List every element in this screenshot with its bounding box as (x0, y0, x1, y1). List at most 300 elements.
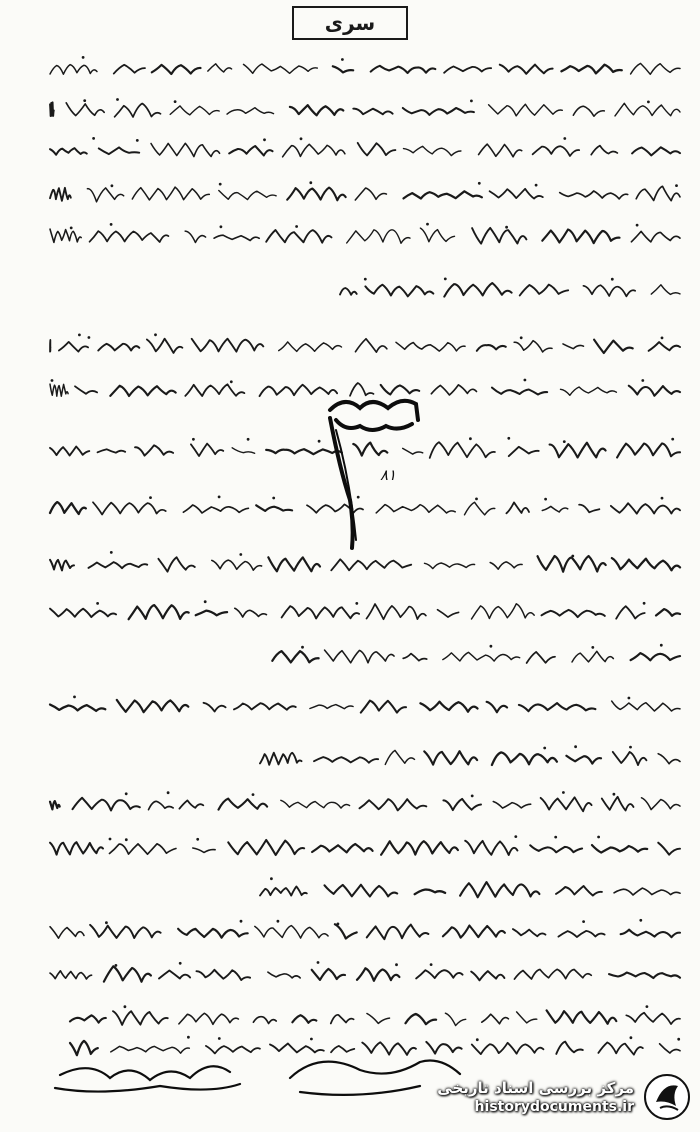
handwriting-stroke (542, 610, 605, 617)
handwriting-stroke (651, 285, 680, 295)
handwriting-stroke (541, 797, 592, 811)
handwriting-stroke (90, 925, 161, 938)
handwriting-stroke (196, 611, 227, 616)
handwriting-dot (239, 553, 242, 556)
handwriting-dot (636, 224, 639, 227)
handwriting-stroke (208, 64, 232, 72)
handwriting-stroke (527, 652, 555, 663)
handwriting-stroke (129, 605, 189, 619)
handwriting-dot (524, 379, 527, 382)
handwriting-stroke (612, 558, 680, 570)
handwriting-dot (88, 336, 91, 339)
handwriting-stroke (547, 1010, 617, 1023)
signature-area (55, 1061, 460, 1095)
handwriting-stroke (132, 187, 209, 200)
handwriting-stroke (325, 650, 395, 663)
handwriting-stroke (115, 104, 161, 118)
handwriting-stroke (50, 447, 89, 456)
handwriting-stroke (489, 104, 563, 116)
handwriting-stroke (365, 285, 433, 297)
handwriting-stroke (520, 285, 569, 296)
handwriting-dot (613, 793, 616, 796)
handwriting-stroke (631, 231, 680, 242)
handwriting-stroke (477, 345, 506, 351)
handwriting-stroke (50, 65, 97, 75)
watermark-url: historydocuments.ir (474, 1099, 634, 1115)
handwriting-dot (661, 337, 664, 340)
handwriting-stroke (335, 924, 357, 938)
handwriting-stroke (235, 608, 267, 617)
handwriting-stroke (660, 1044, 680, 1053)
handwriting-dot (641, 379, 644, 382)
handwriting-stroke (219, 799, 268, 810)
handwriting-stroke (50, 229, 81, 242)
handwriting-stroke (632, 147, 680, 155)
handwriting-stroke (602, 797, 634, 811)
handwriting-stroke (533, 146, 580, 156)
handwriting-stroke (479, 144, 522, 157)
handwriting-stroke (353, 443, 387, 456)
handwriting-dot (535, 184, 538, 187)
handwriting-stroke (270, 1044, 324, 1053)
handwriting-stroke (50, 609, 116, 618)
handwriting-stroke (113, 1011, 168, 1025)
handwriting-stroke (617, 443, 680, 457)
handwriting-stroke (492, 752, 557, 765)
handwriting-stroke (179, 1013, 239, 1024)
handwriting-dot (563, 137, 566, 140)
handwriting-stroke (492, 388, 547, 395)
handwriting-dot (630, 1036, 633, 1039)
handwriting-stroke (550, 443, 606, 458)
handwriting-stroke (361, 701, 406, 713)
handwriting-stroke (472, 1043, 544, 1054)
handwriting-dot (469, 437, 472, 440)
handwriting-stroke (310, 705, 353, 709)
handwriting-dot (192, 438, 195, 441)
handwriting-dot (470, 100, 473, 103)
handwriting-dot (591, 646, 594, 649)
handwriting-stroke (612, 701, 680, 711)
handwriting-stroke (212, 560, 262, 570)
handwriting-stroke (283, 144, 345, 157)
handwriting-stroke (281, 800, 350, 808)
handwriting-dot (337, 923, 340, 926)
handwriting-dot (629, 746, 632, 749)
handwriting-stroke (367, 604, 426, 619)
handwriting-dot (263, 138, 266, 141)
handwriting-dot (310, 1038, 313, 1041)
handwriting-dot (272, 497, 275, 500)
handwriting-stroke (197, 970, 251, 980)
handwriting-stroke (110, 386, 175, 396)
handwriting-dot (543, 747, 546, 750)
handwriting-stroke (266, 449, 342, 454)
handwriting-dot (490, 645, 493, 648)
handwriting-stroke (260, 887, 307, 896)
handwriting-dot (125, 792, 128, 795)
handwriting-dot (544, 498, 547, 501)
handwriting-stroke (572, 651, 613, 662)
handwriting-stroke (114, 65, 145, 74)
handwriting-stroke (420, 228, 454, 242)
handwriting-stroke (649, 342, 680, 351)
handwriting-dot (247, 438, 250, 441)
handwriting-dot (70, 227, 73, 230)
handwriting-stroke (415, 890, 445, 895)
margin-annotation-mark (330, 401, 418, 548)
handwriting-dot (317, 961, 320, 964)
margin-number: ۸۱ (380, 466, 397, 484)
handwriting-stroke (465, 502, 495, 515)
handwriting-stroke (93, 502, 166, 514)
archive-watermark (402, 1070, 692, 1124)
handwriting-stroke (538, 556, 606, 572)
handwriting-stroke (152, 65, 201, 74)
handwriting-stroke (347, 230, 410, 244)
handwriting-stroke (431, 385, 476, 395)
handwriting-dot (73, 696, 76, 699)
handwriting-stroke (642, 798, 681, 810)
handwriting-stroke (416, 970, 463, 978)
handwriting-dot (520, 336, 523, 339)
handwriting-stroke (656, 609, 680, 616)
handwriting-stroke (444, 66, 491, 72)
handwriting-dot (105, 921, 108, 924)
handwriting-stroke (583, 285, 635, 296)
handwriting-stroke (340, 288, 357, 295)
handwriting-dot (647, 101, 650, 104)
handwriting-stroke (509, 447, 539, 456)
handwriting-dot (83, 99, 86, 102)
handwriting-stroke (614, 888, 680, 895)
handwriting-stroke (615, 103, 680, 116)
handwriting-stroke (219, 191, 276, 200)
handwriting-stroke (358, 143, 396, 156)
handwriting-stroke (443, 799, 481, 810)
handwriting-stroke (279, 342, 342, 352)
handwriting-stroke (556, 886, 602, 896)
handwriting-stroke (50, 148, 87, 155)
handwriting-stroke (312, 969, 345, 980)
handwriting-stroke (179, 800, 203, 808)
handwriting-stroke (443, 926, 505, 938)
handwriting-stroke (227, 108, 273, 114)
handwriting-stroke (314, 757, 378, 763)
handwriting-stroke (287, 188, 346, 201)
handwriting-stroke (90, 231, 169, 242)
handwriting-dot (82, 56, 85, 59)
handwriting-stroke (404, 191, 482, 198)
classification-label: سری (324, 11, 376, 35)
handwriting-stroke (487, 702, 508, 713)
handwriting-dot (444, 278, 447, 281)
handwriting-dot (395, 963, 398, 966)
handwriting-stroke (229, 146, 272, 156)
handwriting-stroke (50, 927, 84, 939)
handwriting-stroke (445, 1013, 465, 1025)
handwriting-stroke (430, 442, 495, 458)
handwriting-stroke (594, 340, 633, 353)
handwriting-stroke (192, 339, 264, 352)
handwriting-stroke (98, 344, 139, 351)
handwriting-stroke (406, 1014, 437, 1024)
handwriting-dot (111, 184, 114, 187)
handwriting-stroke (331, 559, 411, 570)
handwriting-dot (252, 793, 255, 796)
handwriting-stroke (420, 702, 477, 712)
handwriting-stroke (59, 342, 88, 352)
handwriting-stroke (514, 341, 552, 352)
handwriting-dot (116, 98, 119, 101)
handwriting-stroke (255, 926, 328, 939)
handwriting-stroke (355, 188, 386, 200)
handwriting-stroke (282, 606, 360, 618)
handwriting-dot (187, 1036, 190, 1039)
handwriting-stroke (560, 191, 628, 199)
handwriting-stroke (266, 230, 331, 243)
handwriting-stroke (158, 557, 194, 571)
handwriting-stroke (70, 1041, 98, 1055)
handwriting-stroke (500, 65, 553, 74)
handwriting-dot (204, 600, 207, 603)
handwriting-stroke (234, 703, 296, 710)
handwriting-stroke (50, 560, 74, 571)
handwriting-stroke (151, 143, 220, 156)
handwriting-dot (51, 379, 54, 382)
handwriting-dot (149, 496, 152, 499)
handwriting-stroke (260, 385, 338, 396)
handwriting-dot (174, 100, 177, 103)
handwriting-stroke (362, 1042, 416, 1055)
handwriting-dot (514, 835, 517, 838)
handwriting-stroke (353, 109, 392, 115)
handwriting-stroke (185, 384, 244, 396)
handwriting-stroke (542, 230, 619, 244)
handwriting-stroke (191, 444, 223, 456)
handwriting-stroke (50, 102, 54, 116)
handwriting-stroke (403, 448, 423, 454)
handwriting-stroke (357, 968, 399, 981)
handwriting-stroke (260, 753, 302, 765)
handwriting-dot (179, 962, 182, 965)
handwriting-dot (196, 838, 199, 841)
handwriting-dot (430, 963, 433, 966)
handwriting-dot (554, 836, 557, 839)
handwriting-dot (230, 380, 233, 383)
handwriting-stroke (519, 703, 596, 711)
handwriting-dot (219, 183, 222, 186)
handwriting-stroke (626, 1013, 680, 1024)
handwriting-stroke (193, 848, 215, 853)
handwriting-stroke (490, 562, 522, 569)
handwriting-stroke (356, 339, 387, 352)
handwriting-dot (110, 551, 113, 554)
handwriting-stroke (170, 106, 219, 115)
handwriting-stroke (206, 1046, 260, 1054)
handwriting-dot (92, 137, 95, 140)
handwriting-stroke (542, 506, 567, 512)
handwriting-stroke (425, 563, 475, 569)
handwriting-stroke (292, 1015, 316, 1023)
handwriting-stroke (471, 971, 504, 980)
handwriting-stroke (135, 445, 173, 455)
handwriting-dot (218, 496, 221, 499)
handwriting-stroke (98, 449, 126, 452)
handwriting-stroke (312, 844, 373, 852)
handwriting-stroke (50, 842, 103, 854)
handwriting-dot (136, 139, 139, 142)
handwriting-dot (660, 644, 663, 647)
handwriting-dot (574, 745, 577, 748)
handwriting-stroke (376, 505, 455, 513)
handwriting-stroke (99, 147, 139, 154)
handwriting-stroke (444, 283, 511, 297)
handwriting-stroke (465, 841, 517, 855)
handwriting-stroke (558, 931, 604, 937)
handwriting-stroke (517, 1012, 537, 1023)
handwriting-stroke (611, 503, 680, 514)
handwriting-dot (646, 1005, 649, 1008)
handwriting-stroke (566, 756, 601, 764)
handwriting-stroke (290, 105, 343, 115)
handwriting-stroke (111, 1046, 190, 1053)
handwriting-stroke (73, 798, 140, 811)
handwriting-stroke (629, 386, 680, 396)
handwriting-dot (364, 278, 367, 281)
handwriting-dot (154, 333, 157, 336)
handwriting-dot (270, 877, 273, 880)
handwriting-stroke (214, 235, 259, 240)
handwriting-dot (582, 920, 585, 923)
handwriting-dot (125, 838, 128, 841)
handwriting-stroke (591, 146, 617, 155)
handwriting-stroke (613, 752, 647, 765)
handwriting-stroke (325, 885, 398, 897)
handwriting-stroke (149, 801, 174, 809)
handwriting-stroke (331, 1015, 354, 1024)
handwriting-dot (300, 137, 303, 140)
handwriting-dot (295, 225, 298, 228)
handwriting-stroke (472, 228, 526, 244)
handwriting-stroke (50, 188, 71, 201)
handwriting-stroke (561, 387, 617, 395)
handwriting-stroke (50, 340, 51, 352)
handwriting-dot (611, 278, 614, 281)
handwriting-stroke (70, 1015, 106, 1022)
handwriting-stroke (50, 705, 105, 711)
handwriting-stroke (658, 754, 680, 764)
handwriting-dot (671, 438, 674, 441)
handwriting-stroke (530, 845, 582, 852)
handwriting-stroke (178, 929, 248, 938)
handwriting-stroke (472, 604, 535, 619)
handwriting-dot (318, 440, 321, 443)
handwriting-dot (675, 184, 678, 187)
handwriting-dot (240, 920, 243, 923)
handwriting-stroke (331, 1046, 354, 1052)
handwriting-stroke (621, 930, 680, 938)
handwriting-stroke (514, 969, 591, 979)
handwriting-dot (476, 1038, 479, 1041)
handwriting-stroke (631, 653, 680, 660)
handwriting-dot (426, 223, 429, 226)
handwriting-stroke (490, 189, 543, 199)
handwriting-stroke (333, 66, 353, 72)
handwriting-stroke (561, 65, 621, 74)
handwriting-stroke (268, 972, 300, 978)
handwriting-dot (562, 791, 565, 794)
handwriting-stroke (228, 840, 304, 855)
handwriting-stroke (381, 385, 420, 395)
handwriting-stroke (631, 63, 680, 74)
handwriting-stroke (396, 342, 465, 351)
handwriting-dot (218, 1037, 221, 1040)
handwriting-stroke (609, 973, 680, 979)
watermark-name: مرکز بررسی اسناد تاریخی (437, 1079, 634, 1097)
handwriting-dot (109, 838, 112, 841)
handwriting-stroke (443, 652, 520, 661)
handwriting-dot (96, 602, 99, 605)
handwriting-dot (661, 497, 664, 500)
handwriting-stroke (253, 1017, 276, 1024)
handwriting-dot (471, 795, 474, 798)
handwriting-stroke (493, 802, 530, 809)
handwriting-stroke (579, 505, 599, 513)
handwriting-stroke (367, 1014, 390, 1024)
handwriting-stroke (117, 700, 189, 712)
handwriting-stroke (50, 801, 60, 809)
handwriting-stroke (268, 557, 320, 571)
handwriting-stroke (381, 841, 458, 855)
handwriting-dot (475, 498, 478, 501)
handwriting-dot (507, 437, 510, 440)
handwriting-stroke (232, 448, 254, 454)
handwriting-dot (220, 225, 223, 228)
handwriting-dot (478, 182, 481, 185)
handwriting-dot (677, 1038, 680, 1041)
handwriting-stroke (404, 146, 461, 155)
handwriting-stroke (598, 1042, 642, 1054)
handwriting-stroke (360, 799, 427, 810)
handwriting-dot (505, 226, 508, 229)
handwriting-stroke (460, 882, 539, 897)
handwriting-stroke (75, 386, 97, 394)
handwriting-stroke (50, 384, 68, 396)
handwriting-stroke (424, 751, 477, 764)
handwriting-stroke (371, 66, 436, 73)
handwriting-dot (357, 496, 360, 499)
handwriting-stroke (256, 505, 292, 511)
handwriting-stroke (50, 502, 86, 514)
handwriting-stroke (403, 654, 427, 661)
handwriting-stroke (110, 844, 176, 854)
handwriting-stroke (513, 929, 546, 936)
handwriting-stroke (350, 383, 374, 396)
handwriting-stroke (385, 750, 414, 764)
handwriting-dot (277, 920, 280, 923)
handwriting-dot (639, 919, 642, 922)
handwriting-dot (341, 58, 344, 61)
handwriting-stroke (272, 651, 318, 662)
handwriting-stroke (482, 1014, 509, 1024)
handwriting-dot (571, 555, 574, 558)
handwriting-stroke (50, 971, 92, 979)
handwriting-stroke (556, 1042, 583, 1054)
handwriting-stroke (592, 845, 647, 853)
handwriting-dot (643, 602, 646, 605)
handwriting-stroke (244, 64, 318, 73)
